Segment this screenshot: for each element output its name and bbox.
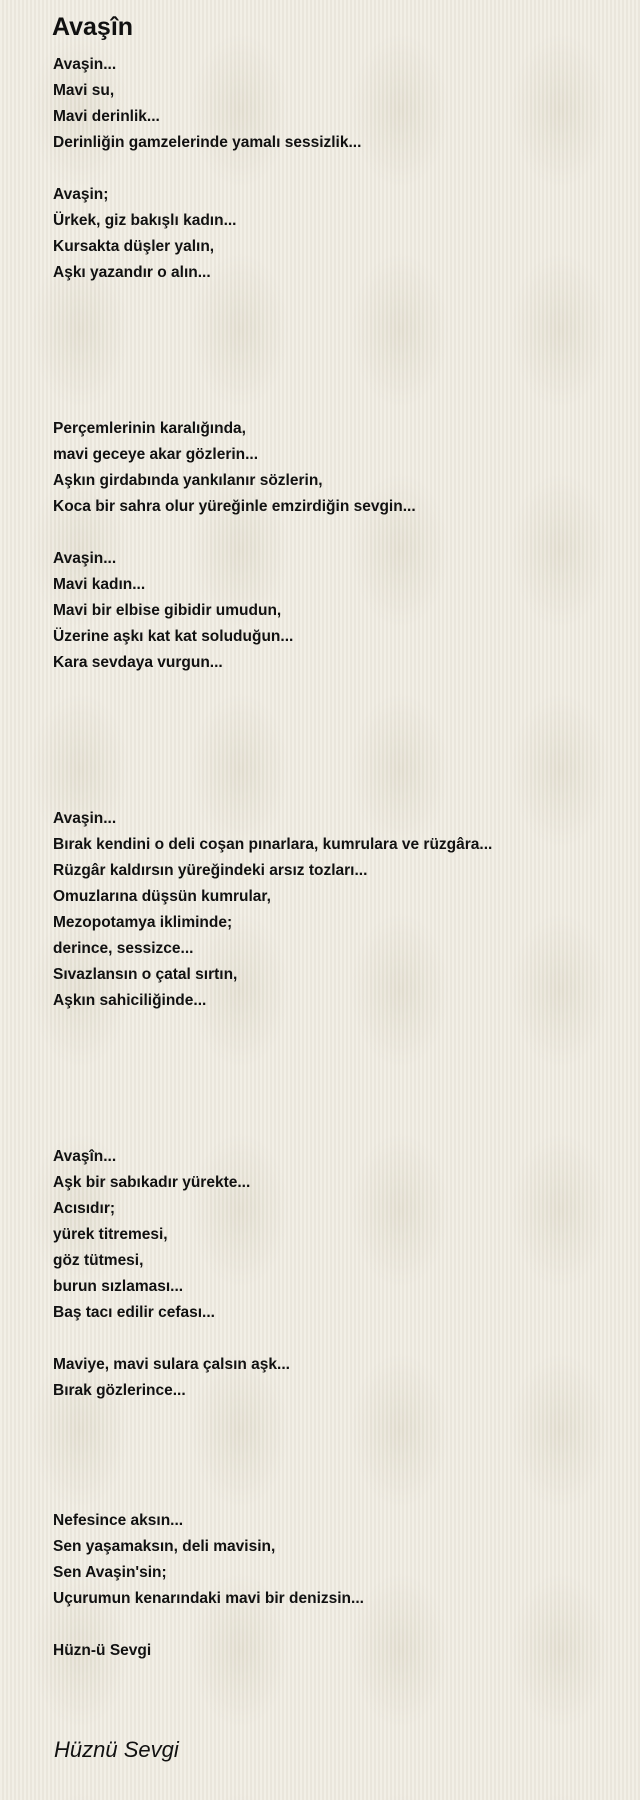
stanza-gap bbox=[53, 1430, 613, 1456]
poem-line: Aşkı yazandır o alın... bbox=[53, 264, 211, 281]
stanza-gap bbox=[53, 1482, 613, 1508]
poem-body bbox=[53, 52, 613, 1664]
stanza-gap bbox=[53, 702, 613, 728]
poem-line: yürek titremesi, bbox=[53, 1226, 168, 1243]
poem-line: Mavi derinlik... bbox=[53, 108, 160, 125]
author-name: Hüznü Sevgi bbox=[54, 1737, 179, 1762]
stanza-gap bbox=[53, 156, 613, 182]
stanza-gap bbox=[53, 1326, 613, 1352]
poem-line: Koca bir sahra olur yüreğinle emzirdiğin sevgin... bbox=[53, 498, 416, 515]
poem-line: Sen Avaşin'sin; bbox=[53, 1564, 167, 1581]
stanza-gap bbox=[53, 364, 613, 390]
poem-line: Acısıdır; bbox=[53, 1200, 116, 1217]
poem-line: derince, sessizce... bbox=[53, 940, 194, 957]
poem-line: Kara sevdaya vurgun... bbox=[53, 654, 223, 671]
poem-line: Rüzgâr kaldırsın yüreğindeki arsız tozları... bbox=[53, 862, 368, 879]
poem-line: Aşkın sahiciliğinde... bbox=[53, 992, 207, 1009]
poem-line: burun sızlaması... bbox=[53, 1278, 184, 1295]
stanza-gap bbox=[53, 754, 613, 780]
poem-line: Ürkek, giz bakışlı kadın... bbox=[53, 212, 237, 229]
poem-line: Avaşin; bbox=[53, 186, 109, 203]
poem-line: Derinliğin gamzelerinde yamalı sessizlik... bbox=[53, 134, 362, 151]
poem-line: Nefesince aksın... bbox=[53, 1512, 184, 1529]
poem-line: Avaşin... bbox=[53, 810, 117, 827]
poem-line: Mavi kadın... bbox=[53, 576, 146, 593]
poem-line: Aşkın girdabında yankılanır sözlerin, bbox=[53, 472, 323, 489]
poem-line: Aşk bir sabıkadır yürekte... bbox=[53, 1174, 251, 1191]
poem-line: Mavi su, bbox=[53, 82, 115, 99]
poem-line: Sen yaşamaksın, deli mavisin, bbox=[53, 1538, 276, 1555]
stanza-gap bbox=[53, 1040, 613, 1066]
stanza-gap bbox=[53, 728, 613, 754]
poem-line: Mezopotamya ikliminde; bbox=[53, 914, 233, 931]
poem-line: Sıvazlansın o çatal sırtın, bbox=[53, 966, 238, 983]
stanza-gap bbox=[53, 1092, 613, 1118]
poem-line: mavi geceye akar gözlerin... bbox=[53, 446, 259, 463]
stanza-gap bbox=[53, 1014, 613, 1040]
stanza-gap bbox=[53, 1118, 613, 1144]
poem-line: Perçemlerinin karalığında, bbox=[53, 420, 246, 437]
poem-line: Bırak kendini o deli coşan pınarlara, kumrulara ve rüzgâra... bbox=[53, 836, 493, 853]
poem-line: Hüzn-ü Sevgi bbox=[53, 1642, 152, 1659]
poem-title: Avaşîn bbox=[52, 13, 134, 41]
stanza-gap bbox=[53, 1404, 613, 1430]
poem-line: Baş tacı edilir cefası... bbox=[53, 1304, 215, 1321]
poem-line: Üzerine aşkı kat kat soluduğun... bbox=[53, 628, 294, 645]
stanza-gap bbox=[53, 780, 613, 806]
stanza-gap bbox=[53, 338, 613, 364]
stanza-gap bbox=[53, 1612, 613, 1638]
poem-line: Avaşin... bbox=[53, 56, 117, 73]
stanza-gap bbox=[53, 520, 613, 546]
stanza-gap bbox=[53, 1066, 613, 1092]
poem-line: Kursakta düşler yalın, bbox=[53, 238, 215, 255]
poem-line: Avaşin... bbox=[53, 550, 117, 567]
stanza-gap bbox=[53, 286, 613, 312]
stanza-gap bbox=[53, 312, 613, 338]
stanza-gap bbox=[53, 1456, 613, 1482]
stanza-gap bbox=[53, 390, 613, 416]
poem-line: Mavi bir elbise gibidir umudun, bbox=[53, 602, 282, 619]
poem-line: Avaşîn... bbox=[53, 1148, 117, 1165]
poem-line: göz tütmesi, bbox=[53, 1252, 144, 1269]
stanza-gap bbox=[53, 676, 613, 702]
poem-line: Omuzlarına düşsün kumrular, bbox=[53, 888, 271, 905]
poem-line: Maviye, mavi sulara çalsın aşk... bbox=[53, 1356, 290, 1373]
poem-line: Uçurumun kenarındaki mavi bir denizsin... bbox=[53, 1590, 364, 1607]
poem-line: Bırak gözlerince... bbox=[53, 1382, 186, 1399]
